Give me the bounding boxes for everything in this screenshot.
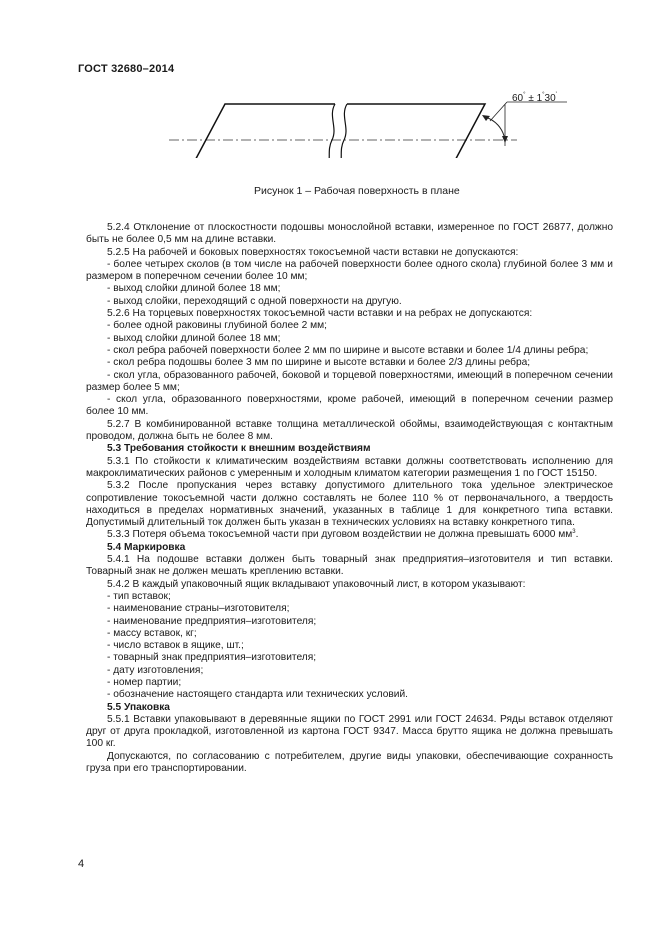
angle-dimension-label (512, 92, 557, 104)
paragraph-packaging-alternatives: Допускаются, по согласованию с потребителем, другие виды упаковки, обеспечивающие сохранность груза при его транспортировании. (86, 750, 613, 775)
minute-mark: ' (555, 92, 557, 98)
paragraph-5-3-1: 5.3.1 По стойкости к климатическим воздействиям вставки должны соответствовать исполнению для макроклиматических районов с умеренным и холодным климатом категории размещения 1 по ГОСТ 15150. (86, 455, 613, 479)
angle-minutes: 30 (544, 93, 556, 104)
paragraph-5-2-6: 5.2.6 На торцевых поверхностях токосъемной части вставки и на ребрах не допускаются: (107, 308, 533, 320)
list-item: - наименование страны–изготовителя; (107, 603, 290, 615)
list-item: - тип вставок; (107, 590, 171, 602)
list-item: - дату изготовления; (107, 664, 204, 676)
list-item: - более четырех сколов (в том числе на рабочей поверхности более одного скола) глубиной более 3 мм и размером в поперечном сечении более 10 мм; (86, 258, 613, 283)
page-number: 4 (78, 858, 85, 870)
list-item: - скол угла, образованного поверхностями, кроме рабочей, имеющий в поперечном сечении размер более 10 мм. (86, 394, 613, 418)
list-item: - скол угла, образованного рабочей, боковой и торцевой поверхностями, имеющий в поперечном сечении размер более 5 мм; (86, 369, 613, 393)
insert-left-part (191, 104, 335, 158)
paragraph-5-2-7: 5.2.7 В комбинированной вставке толщина металлической обоймы, взаимодействующая с контактным проводом, должна быть не более 8 мм. (86, 418, 613, 443)
degree-mark: ° (523, 92, 526, 98)
list-item: - массу вставок, кг; (107, 627, 197, 639)
list-item: - более одной раковины глубиной более 2 мм; (107, 320, 327, 332)
document-body (86, 222, 613, 775)
section-heading-5-5: 5.5 Упаковка (107, 701, 170, 713)
list-item: - выход слойки длиной более 18 мм; (107, 332, 281, 344)
angle-tolerance: ± 1 (528, 93, 543, 104)
list-item: - номер партии; (107, 676, 182, 688)
break-line-left (325, 104, 335, 158)
section-heading-5-4: 5.4 Маркировка (107, 541, 186, 553)
paragraph-5-3-3: 5.3.3 Потеря объема токосъемной части при дуговом воздействии не должна превышать 6000 $мм^3$. (107, 529, 579, 541)
paragraph-5-3-2: 5.3.2 После пропускания через вставку допустимого длительного тока удельное электрическое сопротивление токосъемной части должно составлять не более 110 % от первоначального, а твердость находиться в пределах нормативных значений, указанных в таблице 1 для конкретного типа вставки. Допустимый длительный ток должен быть указан в технических условиях на вставку конкретного типа. (86, 480, 613, 529)
list-item: - число вставок в ящике, шт.; (107, 640, 244, 652)
list-item: - обозначение настоящего стандарта или технических условий. (107, 689, 408, 701)
paragraph-5-3-3-text: 5.3.3 Потеря объема токосъемной части при дуговом воздействии не должна превышать 6000 мм (107, 529, 573, 541)
list-item: - наименование предприятия–изготовителя; (107, 615, 317, 627)
paragraph-5-4-1: 5.4.1 На подошве вставки должен быть товарный знак предприятия–изготовителя и тип вставки. Товарный знак не должен мешать креплению вставки. (86, 554, 613, 578)
figure-caption: Рисунок 1 – Рабочая поверхность в плане (254, 185, 460, 197)
paragraph-5-2-5: 5.2.5 На рабочей и боковых поверхностях токосъемной части вставки не допускаются: (107, 246, 519, 258)
section-heading-5-3: 5.3 Требования стойкости к внешним воздействиям (107, 443, 371, 455)
paragraph-5-5-1: 5.5.1 Вставки упаковывают в деревянные ящики по ГОСТ 2991 или ГОСТ 24634. Ряды вставок отделяют друг от друга прокладкой, изготовленной из картона ГОСТ 9347. Масса брутто ящика не должна превышать 100 кг. (86, 713, 613, 750)
angle-value: 60 (512, 93, 524, 104)
document-code: ГОСТ 32680–2014 (78, 63, 175, 75)
list-item: - скол ребра рабочей поверхности более 2 мм по ширине и высоте вставки и более 1/4 длины ребра; (107, 344, 589, 356)
degree-mark-2: ° (542, 92, 545, 98)
volume-superscript: 3 (572, 529, 576, 536)
insert-right-part (337, 104, 485, 158)
list-item: - товарный знак предприятия–изготовителя; (107, 652, 317, 664)
paragraph-5-2-4: 5.2.4 Отклонение от плоскостности подошвы монослойной вставки, измеренное по ГОСТ 26877, должно быть не более 0,5 мм на длине вставки. (86, 222, 613, 246)
list-item: - выход слойки длиной более 18 мм; (107, 283, 281, 295)
list-item: - выход слойки, переходящий с одной поверхности на другую. (107, 295, 402, 307)
angle-leader-diag (490, 102, 507, 121)
list-item: - скол ребра подошвы более 3 мм по ширине и высоте вставки и более 2/3 длины ребра; (107, 357, 531, 369)
paragraph-5-4-2: 5.4.2 В каждый упаковочный ящик вкладывают упаковочный лист, в котором указывают: (107, 578, 526, 590)
break-line-right (337, 104, 347, 158)
angle-arc (485, 117, 505, 140)
